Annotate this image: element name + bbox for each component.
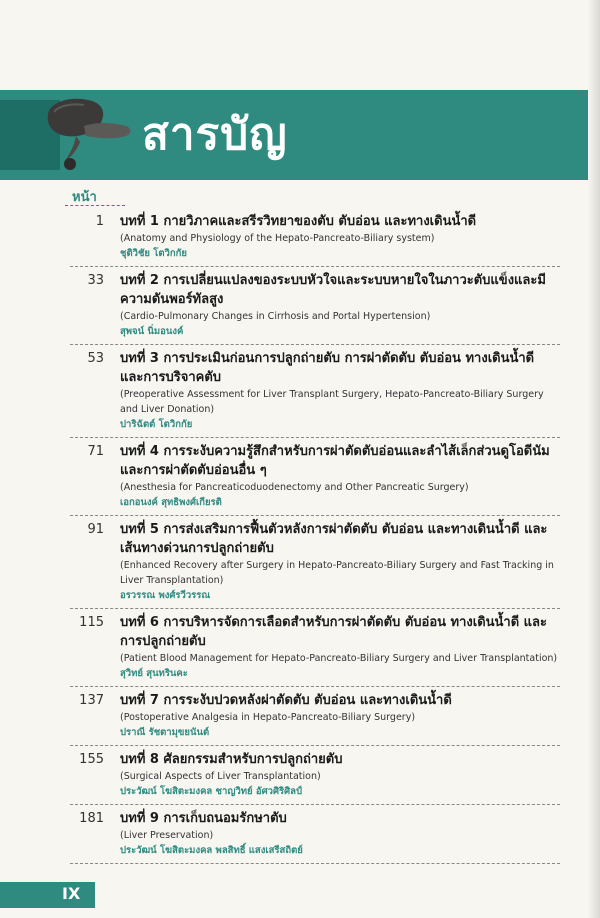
chapter-author: เอกอนงค์ สุทธิพงศ์เกียรติ [120, 497, 222, 508]
toc-entry[interactable] [70, 609, 560, 687]
toc-page-number: 53 [87, 351, 104, 366]
toc-page-number: 155 [79, 752, 104, 767]
chapter-title-english: (Cardio-Pulmonary Changes in Cirrhosis and Portal Hypertension) [120, 311, 431, 322]
chapter-author: ประวัฒน์ โฆสิตะมงคล พลสิทธิ์ แสงเสรีสถิตย์ [120, 845, 303, 856]
toc-entry[interactable] [70, 746, 560, 805]
toc-entry[interactable] [70, 438, 560, 516]
page-column-label: หน้า [72, 190, 97, 205]
chapter-title-english: (Enhanced Recovery after Surgery in Hepato-Pancreato-Biliary Surgery and Fast Tracking in Liver Transplantation) [120, 560, 554, 586]
chapter-title-english: (Preoperative Assessment for Liver Transplant Surgery, Hepato-Pancreato-Biliary Surgery and Liver Donation) [120, 389, 544, 415]
chapter-title-thai: บทที่ 6 การบริหารจัดการเลือดสำหรับการผ่าตัดตับ ตับอ่อน ทางเดินน้ำดี และการปลูกถ่ายตับ [120, 615, 548, 649]
chapter-title-english: (Liver Preservation) [120, 830, 214, 841]
chapter-author: ปาริฉัตต์ โตวิกกัย [120, 419, 193, 430]
toc-entry[interactable] [70, 267, 560, 345]
toc-list [0, 208, 600, 864]
page-title: สารบัญ [142, 109, 288, 160]
chapter-title-english: (Postoperative Analgesia in Hepato-Pancreato-Biliary Surgery) [120, 712, 416, 723]
toc-page-number: 71 [87, 444, 104, 459]
chapter-title-thai: บทที่ 9 การเก็บถนอมรักษาตับ [120, 811, 287, 826]
chapter-author: ชุติวิชัย โตวิกกัย [120, 248, 187, 259]
toc-page-number: 91 [87, 522, 104, 537]
chapter-title-thai: บทที่ 5 การส่งเสริมการฟื้นตัวหลังการผ่าตัดตับ ตับอ่อน และทางเดินน้ำดี และเส้นทางด่วนการปลูกถ่ายตับ [120, 522, 548, 556]
chapter-title-english: (Patient Blood Management for Hepato-Pancreato-Biliary Surgery and Liver Transplantation) [120, 653, 558, 664]
toc-page-number: 115 [79, 615, 104, 630]
chapter-title-english: (Anesthesia for Pancreaticoduodenectomy and Other Pancreatic Surgery) [120, 482, 469, 493]
chapter-title-thai: บทที่ 8 ศัลยกรรมสำหรับการปลูกถ่ายตับ [120, 752, 343, 767]
page-column-divider [65, 205, 125, 206]
toc-page-number: 1 [95, 214, 104, 229]
chapter-author: อรวรรณ พงศ์รวีวรรณ [120, 590, 211, 601]
chapter-title-thai: บทที่ 4 การระงับความรู้สึกสำหรับการผ่าตัดตับอ่อนและลำไส้เล็กส่วนดูโอดีนัม และการผ่าตัดตับอ่อนอื่น ๆ [120, 444, 550, 478]
liver-pancreas-icon [40, 92, 135, 172]
toc-page-number: 181 [79, 811, 104, 826]
chapter-author: ปราณี รัชตามุขยนันต์ [120, 727, 210, 738]
chapter-title-thai: บทที่ 3 การประเมินก่อนการปลูกถ่ายตับ การผ่าตัดตับ ตับอ่อน ทางเดินน้ำดี และการบริจาคตับ [120, 351, 535, 385]
chapter-title-thai: บทที่ 7 การระงับปวดหลังผ่าตัดตับ ตับอ่อน และทางเดินน้ำดี [120, 693, 452, 708]
toc-entry[interactable] [70, 805, 560, 864]
chapter-author: สุวิทย์ สุนทรินคะ [120, 668, 188, 679]
chapter-title-thai: บทที่ 2 การเปลี่ยนแปลงของระบบหัวใจและระบบหายใจในภาวะตับแข็งและมีความดันพอร์ทัลสูง [120, 273, 546, 307]
toc-entry[interactable] [70, 516, 560, 609]
chapter-author: ประวัฒน์ โฆสิตะมงคล ชาญวิทย์ อัศวศิริศิลป์ [120, 786, 302, 797]
toc-page-number: 33 [87, 273, 104, 288]
chapter-author: สุพจน์ นิ่มอนงค์ [120, 326, 184, 337]
chapter-title-english: (Surgical Aspects of Liver Transplantation) [120, 771, 321, 782]
footer-page-number: IX [62, 884, 81, 903]
toc-entry[interactable] [70, 208, 560, 267]
toc-entry[interactable] [70, 345, 560, 438]
footer-bar [0, 882, 95, 908]
toc-page-number: 137 [79, 693, 104, 708]
chapter-title-thai: บทที่ 1 กายวิภาคและสรีรวิทยาของตับ ตับอ่อน และทางเดินน้ำดี [120, 214, 477, 229]
toc-entry[interactable] [70, 687, 560, 746]
chapter-title-english: (Anatomy and Physiology of the Hepato-Pancreato-Biliary system) [120, 233, 435, 244]
